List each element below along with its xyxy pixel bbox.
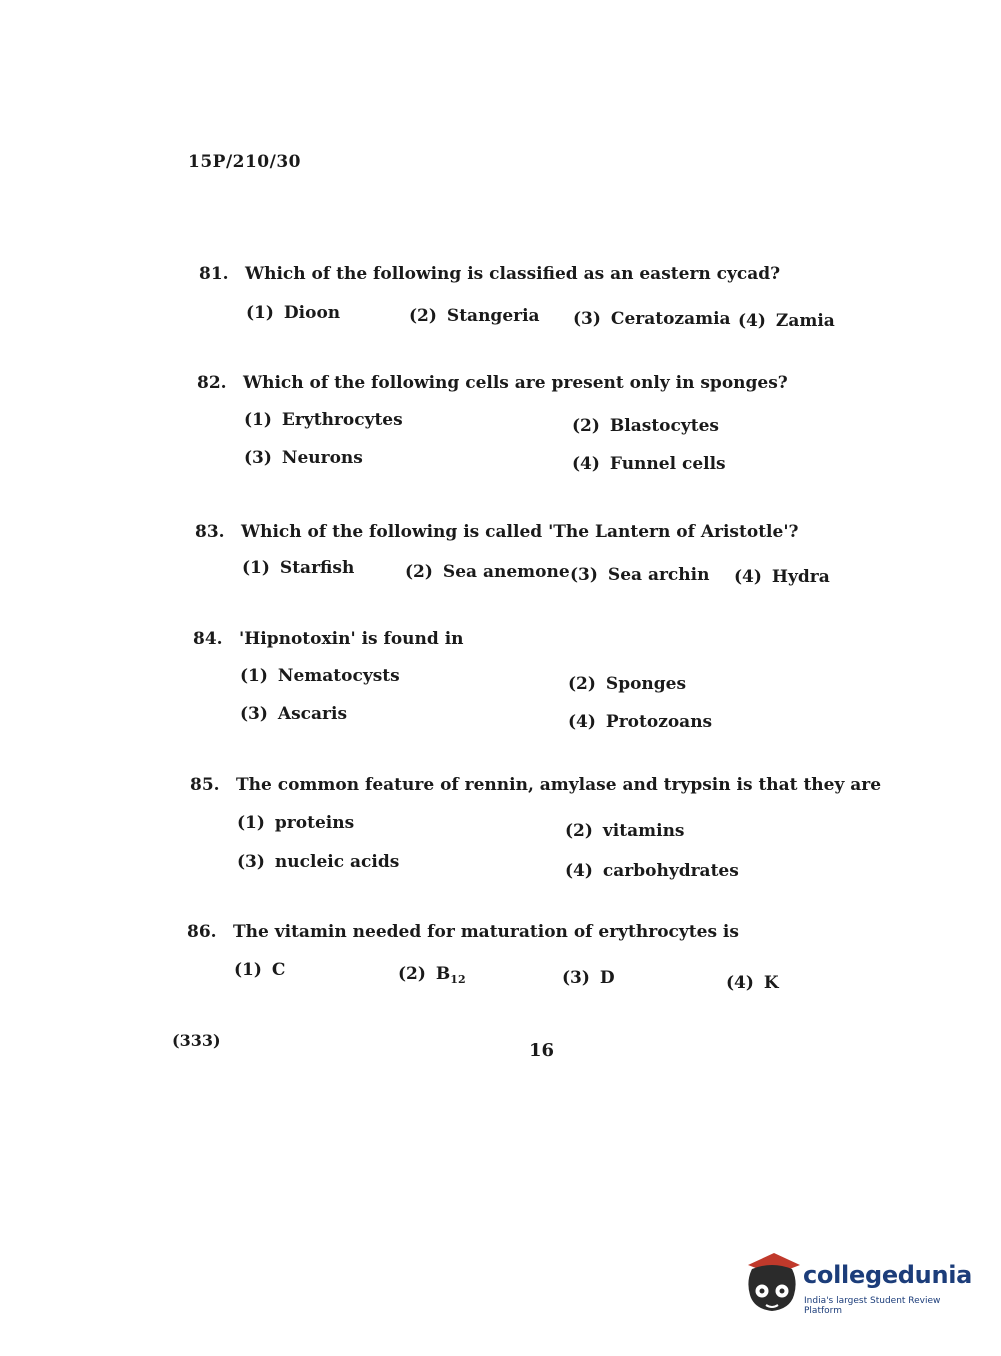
question-text: Which of the following is classified as an eastern cycad?	[245, 264, 781, 284]
page-number: 16	[529, 1040, 555, 1061]
option: (4) K	[726, 973, 779, 993]
question-number: 81.	[199, 264, 229, 284]
question-text: Which of the following is called 'The Lantern of Aristotle'?	[241, 522, 799, 542]
option: (2) $B_{12}$	[398, 964, 466, 986]
question-number: 83.	[195, 522, 225, 542]
option: (4) Zamia	[738, 311, 835, 331]
question-number: 86.	[187, 922, 217, 942]
option: (4) Funnel cells	[572, 454, 726, 474]
question-number: 84.	[193, 629, 223, 649]
option: (2) Sponges	[568, 674, 687, 694]
option: (3) Sea archin	[570, 565, 710, 585]
option: (4) Protozoans	[568, 712, 713, 732]
option: (2) Sea anemone	[405, 562, 570, 582]
option: (4) Hydra	[734, 567, 830, 587]
option: (1) C	[234, 960, 286, 980]
question-text: The common feature of rennin, amylase and trypsin is that they are	[236, 775, 882, 795]
question-text: Which of the following cells are present only in sponges?	[243, 373, 788, 393]
option: (1) proteins	[237, 813, 355, 833]
paper-code-footer: (333)	[172, 1031, 221, 1050]
logo-name: collegedunia	[803, 1261, 973, 1289]
option: (1) Nematocysts	[240, 666, 400, 686]
mascot-icon	[742, 1251, 804, 1315]
option: (1) Erythrocytes	[244, 410, 403, 430]
logo-tagline: India's largest Student Review Platform	[804, 1296, 941, 1316]
question-number: 85.	[190, 775, 220, 795]
question-number: 82.	[197, 373, 227, 393]
option: (2) Blastocytes	[572, 416, 719, 436]
question-text: The vitamin needed for maturation of erythrocytes is	[233, 922, 739, 942]
option: (2) Stangeria	[409, 306, 540, 326]
option: (1) Starfish	[242, 558, 355, 578]
option: (2) vitamins	[565, 821, 685, 841]
option: (3) nucleic acids	[237, 852, 400, 872]
option: (4) carbohydrates	[565, 861, 739, 881]
collegedunia-logo	[742, 1249, 972, 1319]
question-text: 'Hipnotoxin' is found in	[239, 629, 464, 649]
option: (1) Dioon	[246, 303, 341, 323]
option: (3) Ascaris	[240, 704, 348, 724]
option: (3) D	[562, 968, 615, 988]
option: (3) Neurons	[244, 448, 363, 468]
option: (3) Ceratozamia	[573, 309, 731, 329]
paper-code-header: 15P/210/30	[188, 152, 302, 172]
